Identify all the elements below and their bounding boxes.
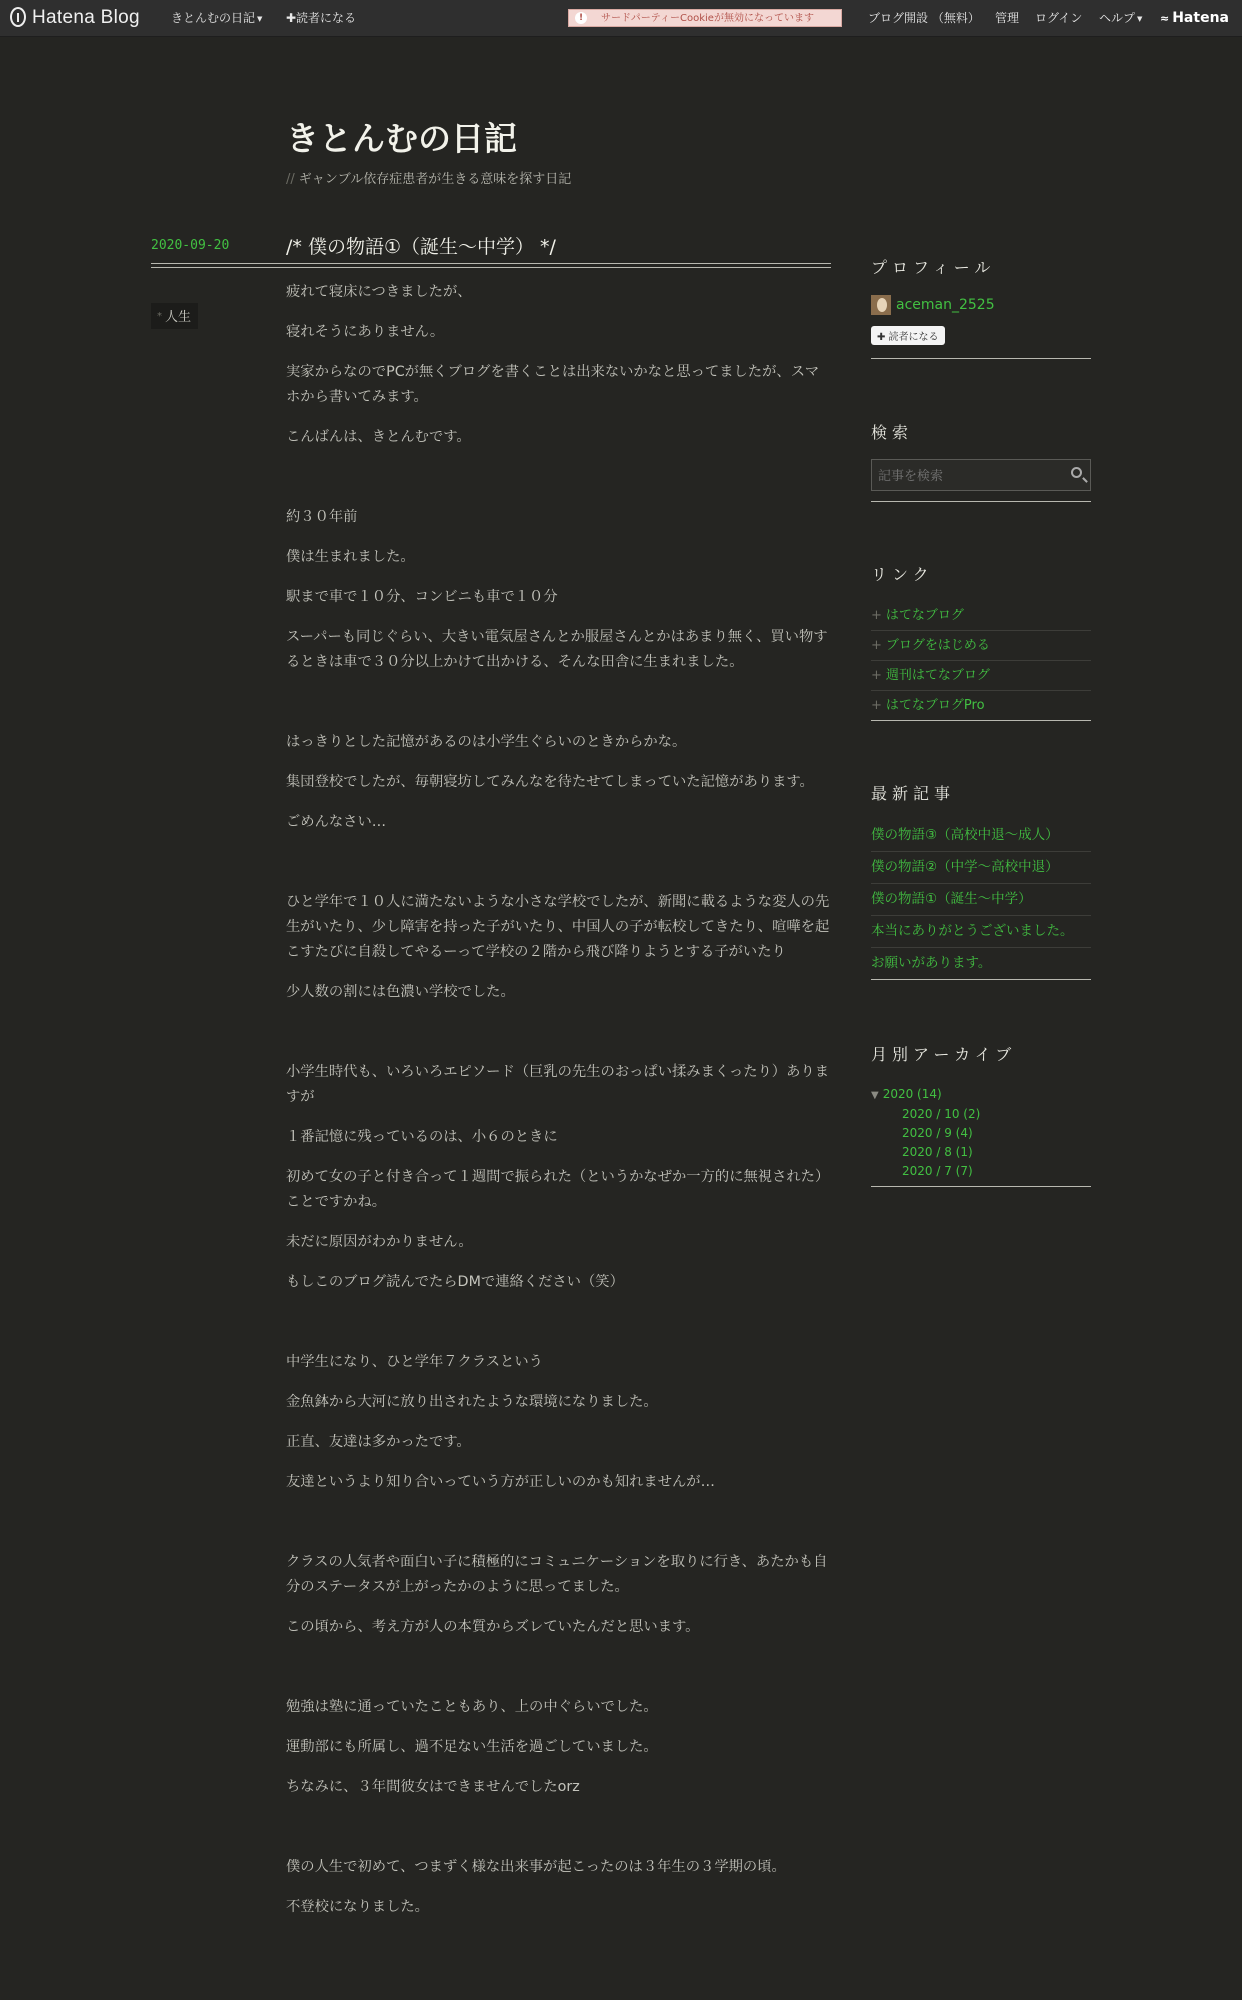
sidebar-archive bbox=[871, 1042, 1091, 1187]
start-blog-link[interactable]: ブログ開設 （無料） bbox=[868, 11, 980, 25]
category-tag[interactable] bbox=[151, 303, 198, 329]
archive-month-link[interactable]: 2020 / 9 (4) bbox=[902, 1126, 973, 1140]
entry-paragraph: 駅まで車で１０分、コンビニも車で１０分 bbox=[286, 589, 558, 605]
archive-month-link[interactable]: 2020 / 7 (7) bbox=[902, 1164, 973, 1178]
entry-paragraph: ひと学年で１０人に満たないような小さな学校でしたが、新聞に載るような変人の先生がいたり、少し障害を持った子がいたり、中国人の子が転校してきたり、喧嘩を起こすたびに自殺してやるーって学校の２階から飛び降りようとする子がいたり bbox=[286, 894, 830, 960]
profile-subscribe-button[interactable]: ✚ 読者になる bbox=[871, 326, 945, 345]
paragraph-spacer bbox=[286, 1510, 831, 1550]
archive-list bbox=[871, 1085, 1091, 1181]
link-label: 週刊はてなブログ bbox=[885, 668, 990, 683]
entry-paragraph: スーパーも同じぐらい、大きい電気屋さんとか服屋さんとかはあまり無く、買い物するときは車で３０分以上かけて出かける、そんな田舎に生まれました。 bbox=[286, 629, 828, 670]
link-item[interactable] bbox=[871, 661, 1091, 691]
link-item[interactable] bbox=[871, 691, 1091, 721]
sidebar-profile bbox=[871, 255, 1091, 359]
entry-paragraph: 正直、友達は多かったです。 bbox=[286, 1434, 471, 1450]
entry-paragraph: 寝れそうにありません。 bbox=[286, 324, 445, 340]
cookie-warning-banner[interactable] bbox=[568, 9, 842, 27]
hatena-logo-text: Hatena bbox=[1172, 10, 1229, 26]
login-link[interactable]: ログイン bbox=[1035, 11, 1083, 25]
entry-paragraph: 中学生になり、ひと学年７クラスという bbox=[286, 1354, 543, 1370]
paragraph-spacer bbox=[286, 1020, 831, 1060]
recent-entry-link[interactable]: 僕の物語②（中学～高校中退） bbox=[871, 852, 1091, 884]
entry-date[interactable]: 2020-09-20 bbox=[151, 238, 230, 253]
archive-month-link[interactable]: 2020 / 8 (1) bbox=[902, 1145, 973, 1159]
entry-paragraph: ちなみに、３年間彼女はできませんでしたorz bbox=[286, 1779, 580, 1795]
caret-down-icon: ▼ bbox=[257, 15, 263, 23]
entry-paragraph: クラスの人気者や面白い子に積極的にコミュニケーションを取りに行き、あたかも自分のステータスが上がったかのように思ってました。 bbox=[286, 1554, 828, 1595]
recent-entry-link[interactable]: 僕の物語①（誕生～中学） bbox=[871, 884, 1091, 916]
profile-divider bbox=[871, 358, 1091, 359]
entry-paragraph: 未だに原因がわかりません。 bbox=[286, 1234, 473, 1250]
entry-paragraph: 初めて女の子と付き合って１週間で振られた（というかなぜか一方的に無視された）ことですかね。 bbox=[286, 1169, 830, 1210]
entry-paragraph: 運動部にも所属し、過不足ない生活を過ごしていました。 bbox=[286, 1739, 658, 1755]
global-header bbox=[0, 0, 1242, 37]
header-subscribe-button[interactable]: ✚読者になる bbox=[286, 11, 357, 25]
category-label: 人生 bbox=[165, 310, 192, 325]
links-heading: リンク bbox=[871, 565, 934, 584]
blog-title[interactable]: きとんむの日記 bbox=[286, 119, 517, 158]
profile-username[interactable]: aceman_2525 bbox=[896, 296, 995, 313]
paragraph-spacer bbox=[286, 1815, 831, 1855]
sidebar-search bbox=[871, 420, 1091, 502]
profile-user bbox=[871, 294, 1091, 316]
entry-paragraph: 僕は生まれました。 bbox=[286, 549, 415, 565]
recent-entry-link[interactable]: 僕の物語③（高校中退～成人） bbox=[871, 820, 1091, 852]
search-input[interactable] bbox=[872, 460, 1060, 492]
blog-menu-dropdown[interactable] bbox=[171, 0, 262, 36]
link-label: はてなブログPro bbox=[885, 698, 985, 713]
logo-text: Hatena Blog bbox=[32, 7, 140, 28]
entry-paragraph: はっきりとした記憶があるのは小学生ぐらいのときからかな。 bbox=[286, 734, 687, 750]
paragraph-spacer bbox=[286, 850, 831, 890]
hatena-bulb-icon bbox=[10, 7, 26, 27]
entry-paragraph: 勉強は塾に通っていたこともあり、上の中ぐらいでした。 bbox=[286, 1699, 658, 1715]
search-heading: 検索 bbox=[871, 423, 914, 442]
title-divider bbox=[151, 263, 831, 268]
blog-menu-label: きとんむの日記 bbox=[171, 11, 256, 25]
entry-paragraph: ごめんなさい… bbox=[286, 814, 387, 830]
entry-paragraph: １番記憶に残っているのは、小６のときに bbox=[286, 1129, 558, 1145]
bullet-icon: * bbox=[157, 311, 162, 322]
manage-link[interactable]: 管理 bbox=[995, 11, 1020, 25]
entry-paragraph: この頃から、考え方が人の本質からズレていたんだと思います。 bbox=[286, 1619, 700, 1635]
recent-heading: 最新記事 bbox=[871, 784, 956, 803]
avatar[interactable] bbox=[871, 295, 891, 315]
entry-paragraph: 友達というより知り合いっていう方が正しいのかも知れませんが… bbox=[286, 1474, 715, 1490]
blog-description-text: ギャンブル依存症患者が生きる意味を探す日記 bbox=[298, 172, 572, 187]
entry-title[interactable]: /* 僕の物語①（誕生～中学） */ bbox=[286, 236, 556, 258]
recent-entry-link[interactable]: お願いがあります。 bbox=[871, 948, 1091, 980]
entry-paragraph: 金魚鉢から大河に放り出されたような環境になりました。 bbox=[286, 1394, 658, 1410]
paragraph-spacer bbox=[286, 1655, 831, 1695]
hatena-blog-logo[interactable] bbox=[10, 0, 140, 36]
blog-header bbox=[286, 116, 571, 187]
entry-paragraph: 小学生時代も、いろいろエピソード（巨乳の先生のおっぱい揉みまくったり）ありますが bbox=[286, 1064, 829, 1105]
entry-paragraph: もしこのブログ読んでたらDMで連絡ください（笑） bbox=[286, 1274, 624, 1290]
plus-icon: + bbox=[871, 668, 882, 683]
hatena-bird-icon: ≈ bbox=[1160, 12, 1170, 25]
entry-content bbox=[286, 280, 831, 1935]
entry-paragraph: 集団登校でしたが、毎朝寝坊してみんなを待たせてしまっていた記憶があります。 bbox=[286, 774, 814, 790]
paragraph-spacer bbox=[286, 690, 831, 730]
hatena-logo[interactable] bbox=[1160, 0, 1229, 36]
archive-year[interactable] bbox=[871, 1085, 1091, 1105]
search-box bbox=[871, 459, 1091, 491]
link-label: はてなブログ bbox=[885, 608, 964, 623]
triangle-down-icon: ▼ bbox=[871, 1090, 879, 1101]
entry-paragraph: こんばんは、きとんむです。 bbox=[286, 429, 471, 445]
link-item[interactable] bbox=[871, 631, 1091, 661]
archive-divider bbox=[871, 1186, 1091, 1187]
plus-icon: + bbox=[871, 608, 882, 623]
entry-paragraph: 約３０年前 bbox=[286, 509, 358, 525]
paragraph-spacer bbox=[286, 465, 831, 505]
sidebar-recent-entries bbox=[871, 781, 1091, 980]
archive-heading: 月別アーカイブ bbox=[871, 1045, 1017, 1064]
search-divider bbox=[871, 501, 1091, 502]
slash-mark: // bbox=[286, 172, 295, 187]
blog-description bbox=[286, 168, 571, 187]
entry-paragraph: 少人数の割には色濃い学校でした。 bbox=[286, 984, 515, 1000]
help-label: ヘルプ bbox=[1099, 11, 1136, 25]
entry-paragraph: 疲れて寝床につきましたが、 bbox=[286, 284, 472, 300]
search-icon[interactable] bbox=[1071, 467, 1082, 478]
caret-down-icon: ▼ bbox=[1137, 15, 1143, 23]
recent-list bbox=[871, 820, 1091, 980]
archive-month-link[interactable]: 2020 / 10 (2) bbox=[902, 1107, 981, 1121]
sidebar-links bbox=[871, 562, 1091, 721]
plus-icon: + bbox=[871, 698, 882, 713]
archive-year-label: 2020 (14) bbox=[882, 1087, 942, 1101]
warning-icon: ! bbox=[575, 12, 587, 24]
entry-paragraph: 不登校になりました。 bbox=[286, 1899, 429, 1915]
plus-icon: + bbox=[871, 638, 882, 653]
link-label: ブログをはじめる bbox=[885, 638, 990, 653]
cookie-warning-text: サードパーティーCookieが無効になっています bbox=[601, 13, 814, 24]
entry-paragraph: 僕の人生で初めて、つまずく様な出来事が起こったのは３年生の３学期の頃。 bbox=[286, 1859, 786, 1875]
paragraph-spacer bbox=[286, 1310, 831, 1350]
links-list bbox=[871, 601, 1091, 721]
recent-entry-link[interactable]: 本当にありがとうございました。 bbox=[871, 916, 1091, 948]
help-dropdown[interactable] bbox=[1099, 0, 1142, 36]
profile-heading: プロフィール bbox=[871, 258, 996, 277]
link-item[interactable] bbox=[871, 601, 1091, 631]
entry-paragraph: 実家からなのでPCが無くブログを書くことは出来ないかなと思ってましたが、スマホから書いてみます。 bbox=[286, 364, 820, 405]
